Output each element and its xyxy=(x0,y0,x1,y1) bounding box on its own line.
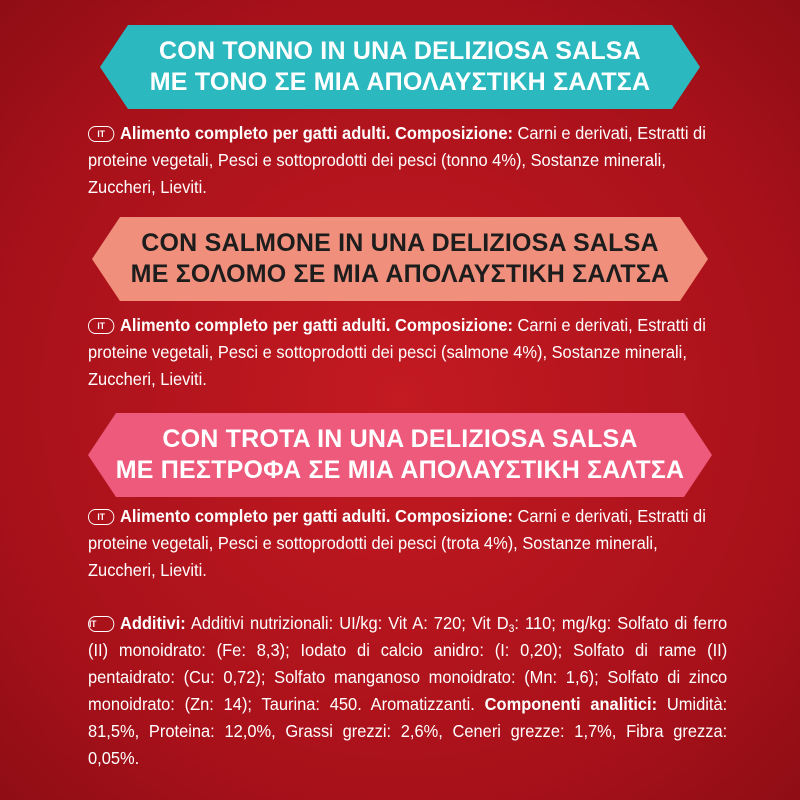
banner-trout xyxy=(0,410,800,500)
composition-tuna-text: Carni e derivati, Estratti di proteine vegetali, Pesci e sottoprodotti dei pesci (tonno 4%), Sostanze minerali, Zuccheri, Lieviti. xyxy=(88,123,706,197)
banner-tuna-line-italian: CON TONNO IN UNA DELIZIOSA SALSA xyxy=(159,37,641,65)
language-badge-icon: IT xyxy=(88,318,114,334)
banner-tuna-line-greek: ΜΕ ΤΟΝΟ ΣΕ ΜΙΑ ΑΠΟΛΑΥΣΤΙΚΗ ΣΑΛΤΣΑ xyxy=(149,68,651,96)
composition-tuna xyxy=(88,120,727,201)
composition-salmon-heading: Alimento completo per gatti adulti. Composizione: xyxy=(119,315,513,335)
banner-tuna-title xyxy=(0,22,800,112)
banner-salmon-line-italian: CON SALMONE IN UNA DELIZIOSA SALSA xyxy=(141,229,659,257)
banner-salmon-line-greek: ΜΕ ΣΟΛΟΜΟ ΣΕ ΜΙΑ ΑΠΟΛΑΥΣΤΙΚΗ ΣΑΛΤΣΑ xyxy=(130,260,670,288)
banner-tuna xyxy=(0,22,800,112)
composition-salmon-text: Carni e derivati, Estratti di proteine vegetali, Pesci e sottoprodotti dei pesci (salmone 4%), Sostanze minerali, Zuccheri, Lieviti. xyxy=(88,315,706,389)
additives-text-b: : 110; mg/kg: Solfato di ferro (II) monoidrato: (Fe: 8,3); Iodato di calcio anidro: (I: 0,20); Solfato di rame (II) pentaidrato: (Cu: 0,72); Solfato manganoso monoidrato: (Mn: 1,6); Solfato di zinco monoidrato: (Zn: 14); Taurina: 450. Aromatizzanti. xyxy=(88,613,728,714)
analytic-components-label: Componenti analitici: xyxy=(484,694,658,714)
composition-trout xyxy=(88,503,727,584)
banner-trout-line-italian: CON TROTA IN UNA DELIZIOSA SALSA xyxy=(162,425,638,453)
composition-tuna-heading: Alimento completo per gatti adulti. Composizione: xyxy=(119,123,513,143)
vitamin-d-subscript: 3 xyxy=(508,623,515,635)
language-badge-icon: IT xyxy=(88,616,114,632)
additives-block xyxy=(88,610,727,772)
language-badge-icon: IT xyxy=(88,509,114,525)
analytic-components-text: Umidità: 81,5%, Proteina: 12,0%, Grassi grezzi: 2,6%, Ceneri grezze: 1,7%, Fibra grezza: 0,05%. xyxy=(88,694,728,768)
banner-trout-title xyxy=(0,410,800,500)
composition-trout-heading: Alimento completo per gatti adulti. Composizione: xyxy=(119,506,513,526)
composition-salmon xyxy=(88,312,727,393)
additives-text-a: Additivi nutrizionali: UI/kg: Vit A: 720; Vit D xyxy=(185,613,509,633)
composition-trout-text: Carni e derivati, Estratti di proteine vegetali, Pesci e sottoprodotti dei pesci (trota 4%), Sostanze minerali, Zuccheri, Lieviti. xyxy=(88,506,706,580)
language-badge-icon: IT xyxy=(88,126,114,142)
banner-salmon xyxy=(0,214,800,304)
additives-label: Additivi: xyxy=(119,613,186,633)
banner-salmon-title xyxy=(0,214,800,304)
banner-trout-line-greek: ΜΕ ΠΕΣΤΡΟΦΑ ΣΕ ΜΙΑ ΑΠΟΛΑΥΣΤΙΚΗ ΣΑΛΤΣΑ xyxy=(115,456,685,484)
